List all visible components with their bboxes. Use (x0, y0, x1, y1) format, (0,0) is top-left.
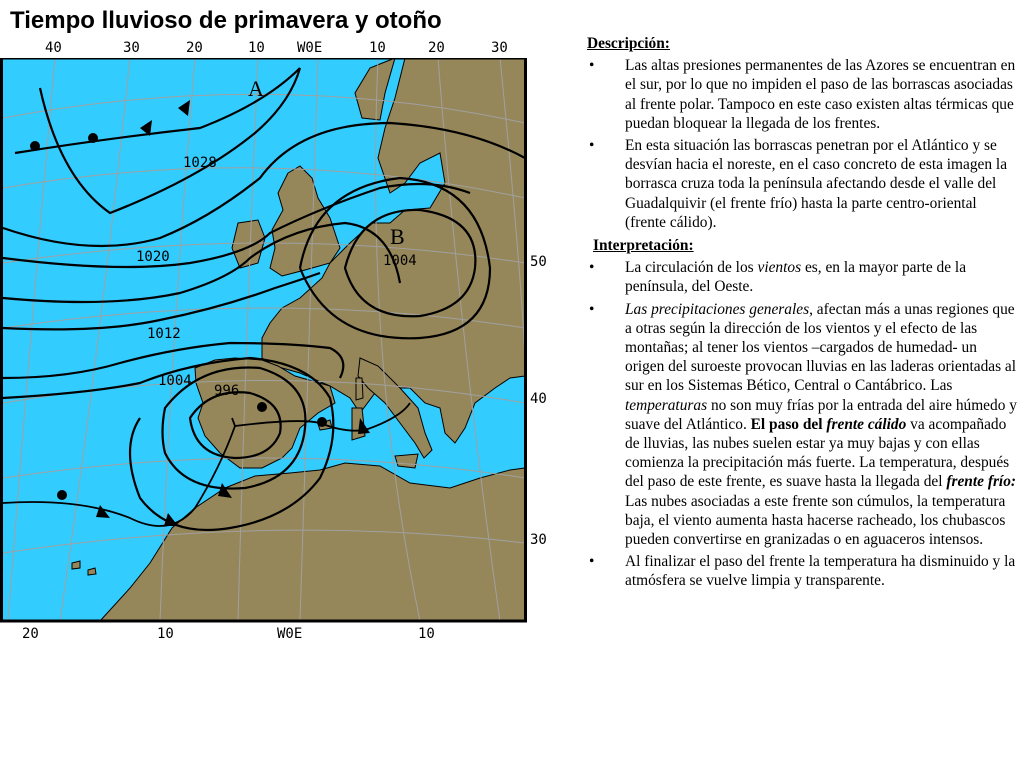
right-label: 30 (530, 532, 547, 548)
warm-front-dot (317, 417, 327, 427)
interpretacion-item-final: • Al finalizar el paso del frente la temperatura ha disminuido y la atmósfera se vuelve limpia y transparente. (587, 552, 1017, 590)
descripcion-item: • Las altas presiones permanentes de las Azores se encuentran en el sur, por lo que no impiden el paso de las borrascas asociadas al frente polar. Tampoco en este caso existen altas térmicas que puedan bloquear la llegada de los frentes. (587, 56, 1017, 133)
text-run-italic: vientos (757, 259, 802, 277)
land-corsica (356, 378, 363, 400)
text-run-italic: Las precipitaciones generales (625, 300, 810, 318)
bottom-label: 20 (22, 626, 39, 642)
interpretacion-list (587, 258, 1017, 590)
top-label: 10 (248, 40, 265, 56)
low-pressure-label: B (390, 224, 405, 249)
isobar-label-996: 996 (214, 383, 240, 399)
interpretacion-item-vientos (587, 258, 1017, 296)
descripcion-list (587, 56, 1017, 232)
text-run: no son muy frías por la entrada del aire húmedo y suave del Atlántico. (625, 396, 1017, 433)
text-run: , afectan más a unas regiones que a otras según la dirección de los vientos y el efecto de las montañas; al tener los vientos –cargados de humedad- un origen del suroeste provocan lluvias en las laderas orientadas al sur en los Sistemas Bético, Central o Cantábrico. Las (625, 300, 1017, 395)
slide-title: Tiempo lluvioso de primavera y otoño (10, 7, 442, 34)
isobar-label-1004-b: 1004 (383, 253, 417, 269)
bottom-label: 10 (157, 626, 174, 642)
text-run-bold: El paso del (750, 415, 827, 433)
right-label: 40 (530, 391, 547, 407)
land-canaries (72, 561, 80, 569)
top-label: 30 (123, 40, 140, 56)
right-label: 50 (530, 254, 547, 270)
synoptic-map-svg (0, 58, 528, 624)
front-dot (30, 141, 40, 151)
front-dot (88, 133, 98, 143)
interpretacion-item-precipitaciones (587, 300, 1017, 550)
top-label: 10 (369, 40, 386, 56)
text-run-italic: temperaturas (625, 396, 708, 414)
text-run-bold-italic: frente cálido (826, 415, 907, 433)
top-label: 30 (491, 40, 508, 56)
text-run: va acompañado de lluvias, las nubes suelen estar ya muy bajas y con ellas comienza la precipitación más fuerte. La temperatura, después del paso de este frente, es suave hasta la llegada del (625, 415, 1010, 491)
front-dot (57, 490, 67, 500)
isobar-label-1020: 1020 (136, 249, 170, 265)
isobar-label-1012: 1012 (147, 326, 181, 342)
isobar-label-1004: 1004 (158, 373, 192, 389)
top-label: 20 (186, 40, 203, 56)
descripcion-item: • En esta situación las borrascas penetran por el Atlántico y se desvían hacia el noreste, en el caso concreto de esta imagen la borrasca cruza toda la península afectando desde el valle del Guadalquivir (el frente frío) hasta la parte centro-oriental (frente cálido). (587, 136, 1017, 232)
bottom-label: W0E (277, 626, 303, 642)
land-sicily (395, 454, 418, 468)
descripcion-heading: Descripción: (587, 35, 670, 52)
text-panel (587, 34, 1017, 595)
top-label: 40 (45, 40, 62, 56)
bottom-label: 10 (418, 626, 435, 642)
warm-front-dot (257, 402, 267, 412)
isobar-label-1028: 1028 (183, 155, 217, 171)
top-label: 20 (428, 40, 445, 56)
top-label: W0E (297, 40, 323, 56)
interpretacion-heading: Interpretación: (593, 237, 694, 255)
high-pressure-label: A (248, 76, 264, 101)
text-run-bold-italic: frente frío: (946, 473, 1017, 491)
text-run: La circulación de los (625, 259, 758, 277)
text-run: es, en la mayor parte de la península, del Oeste. (625, 259, 967, 296)
weather-map (0, 58, 528, 624)
text-run: Las nubes asociadas a este frente son cúmulos, la temperatura baja, el viento aumenta hasta hacerse racheado, los chubascos pueden convertirse en granizadas o en aguaceros intensos. (625, 492, 1006, 549)
